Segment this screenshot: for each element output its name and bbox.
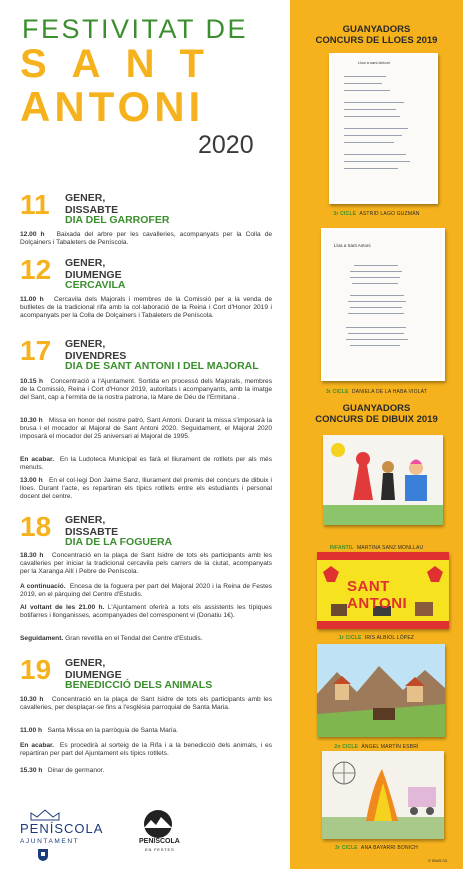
- dibuix-heading-line-2: CONCURS DE DIBUIX 2019: [315, 414, 438, 425]
- shield-icon: [37, 848, 49, 862]
- drawing-caption-2: [290, 635, 463, 641]
- day-weekday: DISSABTE: [65, 526, 119, 538]
- day-weekday: DISSABTE: [65, 204, 119, 216]
- event: [20, 767, 272, 775]
- event-text: En la Ludoteca Municipal es farà el lliurament de rotllets per als més menuts.: [20, 456, 272, 472]
- event: [20, 604, 272, 620]
- credit: © IBAR 03: [428, 858, 447, 863]
- lloa-paper-title: Lloa a sant Antoni: [358, 60, 390, 65]
- day-month: GENER,: [65, 514, 106, 526]
- title-line-3: ANTONI: [20, 83, 205, 130]
- drawing-caption-4: [290, 845, 463, 851]
- day-weekday: DIUMENGE: [65, 269, 122, 281]
- event: [20, 552, 272, 577]
- day-weekday: DIUMENGE: [65, 669, 122, 681]
- winner-level: 3r CICLE: [333, 211, 357, 217]
- lloa-caption-2: [290, 389, 463, 395]
- drawing-1-image: [323, 435, 443, 525]
- event-text: En el col·legi Don Jaime Sanz, lliurament del premis del concurs de dibuix i lloes. Durant l'acte, es repartiran els típics rotllets entre els estudiants i personal docent del centre.: [20, 477, 272, 501]
- event-time: Seguidament.: [20, 635, 64, 642]
- drawing-3-image: [317, 644, 445, 737]
- event-time: 11.00 h: [20, 296, 44, 303]
- event: [20, 477, 272, 502]
- lloes-heading: [290, 24, 463, 46]
- drawing-2-text: SANT ANTONI: [347, 578, 408, 612]
- event-text: Concentració a l'Ajuntament. Sortida en processó dels Majorals, membres de la Comissió, Reina i Cort d'Honor 2019, autoritats i acompanyants, amb la imatge del Sant, cap a l'ermita de la nostra patrona, la Mare de Déu de l'Ermitana .: [20, 378, 272, 402]
- day-date: [65, 514, 118, 538]
- day-number: 19: [20, 654, 52, 685]
- lloes-heading-line-2: CONCURS DE LLOES 2019: [315, 35, 438, 46]
- lloes-heading-line-1: GUANYADORS: [342, 24, 411, 35]
- event-text: Es procedirà al sorteig de la Rifa i a la benedicció dels animals, i es repartiran per part del Ajuntament els típics rotllets.: [20, 742, 272, 758]
- winner-level: 3r CICLE: [335, 845, 358, 851]
- drawing-1: [323, 435, 443, 525]
- event: [20, 635, 272, 643]
- lloa-card-1: [329, 53, 438, 204]
- drawing-4: [322, 751, 444, 839]
- event-time: 10.30 h: [20, 417, 43, 424]
- event: [20, 231, 272, 247]
- day-weekday: DIVENDRES: [65, 350, 127, 362]
- winner-name: IRIS ALBIOL LÓPEZ: [364, 635, 415, 641]
- event-text: Dinar de germanor.: [47, 767, 105, 774]
- event-time: 13.00 h: [20, 477, 43, 484]
- event: [20, 417, 272, 442]
- winner-name: ASTRID LAGO GUZMÁN: [359, 211, 420, 217]
- event-text: Missa en honor del nostre patró, Sant Antoni. Durant la missa s'imposarà la brusa i el mocador al Majoral de Sant Antoni 2020. Seguidament, el Majoral 2020 imposarà el mocador del 25 aniversari al Majoral de 1995.: [20, 417, 272, 441]
- winner-name: ANA BAYARRI BONICH: [360, 845, 418, 851]
- day-month: GENER,: [65, 657, 106, 669]
- day-date: [65, 257, 122, 281]
- day-month: GENER,: [65, 338, 106, 350]
- drawing-caption-3: [290, 744, 463, 750]
- dibuix-heading-line-1: GUANYADORS: [342, 403, 411, 414]
- day-subtitle: BENEDICCIÓ DELS ANIMALS: [65, 679, 213, 691]
- event: [20, 696, 272, 712]
- fest-logo-text: PENÍSCOLA: [139, 838, 180, 845]
- event-text: Cercavila dels Majorals i membres de la Comissió per a la venda de butlletes de la tradicional rifa amb la col·laboració de la Reina i Cort d'Honor 2019 i acompanyats per la Colla de Dolçainers i Tabaleters de Peníscola.: [20, 296, 273, 320]
- crown-icon: [27, 808, 63, 822]
- event-time: A continuació.: [20, 583, 66, 590]
- day-subtitle: DIA DE SANT ANTONI I DEL MAJORAL: [65, 360, 259, 372]
- winner-level: 3r CICLE: [325, 389, 349, 395]
- drawing-2: [317, 552, 449, 629]
- dibuix-heading: [290, 403, 463, 425]
- day-date: [65, 192, 118, 216]
- title-year: 2020: [198, 131, 254, 159]
- event-time: En acabar.: [20, 742, 55, 749]
- day-number: 17: [20, 335, 52, 366]
- event-time: 15.30 h: [20, 767, 43, 774]
- winner-name: ÀNGEL MARTÍN ESBRÍ: [361, 744, 419, 750]
- event-time: Al voltant de les 21.00 h.: [20, 604, 105, 611]
- day-date: [65, 657, 122, 681]
- lloa-paper: [324, 231, 442, 378]
- title-line-2: SANT: [20, 42, 229, 86]
- winner-name: DANIELA DE LA HABA VIOLAT: [351, 389, 428, 395]
- day-number: 11: [20, 189, 50, 220]
- lloa-caption-1: [290, 211, 463, 217]
- event: [20, 296, 272, 321]
- event-time: 10.15 h: [20, 378, 44, 385]
- event-text: Concentració en la plaça de Sant Isidre de tots els participants amb les cavalleries, per desplaçar-se fins a l'església parroquial de Santa Maria.: [20, 696, 272, 712]
- event-time: 10.30 h: [20, 696, 44, 703]
- event-text: Baixada del arbre per les cavalleries, acompanyats per la Colla de Dolçainers i Tabaleters de Peníscola.: [20, 231, 272, 247]
- event-time: 18.30 h: [20, 552, 44, 559]
- winner-level: 1r CICLE: [338, 635, 362, 641]
- drawing-3: [317, 644, 445, 737]
- fest-logo-sub: EN FESTES: [145, 847, 175, 852]
- event-text: Concentració en la plaça de Sant Isidre de tots els participants amb les cavalleries per iniciar la tradicional cercavila pels carrers de la ciutat, acompanyats per la Xaranga Allí i Pebre de Peníscola.: [20, 552, 272, 576]
- day-subtitle: DIA DE LA FOGUERA: [65, 536, 173, 548]
- event-text: L'Ajuntament oferirà a tots els assistents les típiques botifarres i llonganisses, acompanyades del corresponent vi (Donatiu 1€).: [20, 604, 272, 620]
- winner-name: MARTINA SANZ MONLLAU: [356, 545, 424, 551]
- event-text: Santa Missa en la parròquia de Santa Maria.: [47, 727, 178, 734]
- day-subtitle: CERCAVILA: [65, 279, 126, 291]
- day-number: 12: [20, 254, 52, 285]
- day-month: GENER,: [65, 192, 106, 204]
- day-subtitle: DIA DEL GARROFER: [65, 214, 170, 226]
- lloa-card-2: [321, 228, 445, 381]
- event: [20, 583, 272, 599]
- drawing-caption-1: [290, 545, 463, 551]
- event-time: 12.00 h: [20, 231, 45, 238]
- title-line-1: FESTIVITAT DE: [22, 14, 249, 44]
- event-time: En acabar.: [20, 456, 55, 463]
- event: [20, 378, 272, 403]
- event: [20, 727, 272, 735]
- day-month: GENER,: [65, 257, 106, 269]
- town-logo-sub: AJUNTAMENT: [20, 838, 80, 845]
- town-logo-text: PENÍSCOLA: [20, 821, 104, 836]
- day-number: 18: [20, 511, 52, 542]
- winner-level: 2n CICLE: [334, 744, 359, 750]
- event-time: 11.00 h: [20, 727, 42, 734]
- winner-level: INFANTIL: [329, 545, 354, 551]
- lloa-paper-title: Lloa a Sant Antoni: [334, 243, 371, 248]
- event-text: Encesa de la foguera per part del Majoral 2020 i la Reina de Festes 2019, en el pàrquing del Centre d'Estudis.: [20, 583, 272, 599]
- lloa-paper: [332, 56, 435, 201]
- event: [20, 742, 272, 758]
- event: [20, 456, 272, 472]
- event-text: Gran revetlla en el Tendal del Centre d'Estudis.: [65, 635, 203, 642]
- day-date: [65, 338, 126, 362]
- drawing-4-image: [322, 751, 444, 839]
